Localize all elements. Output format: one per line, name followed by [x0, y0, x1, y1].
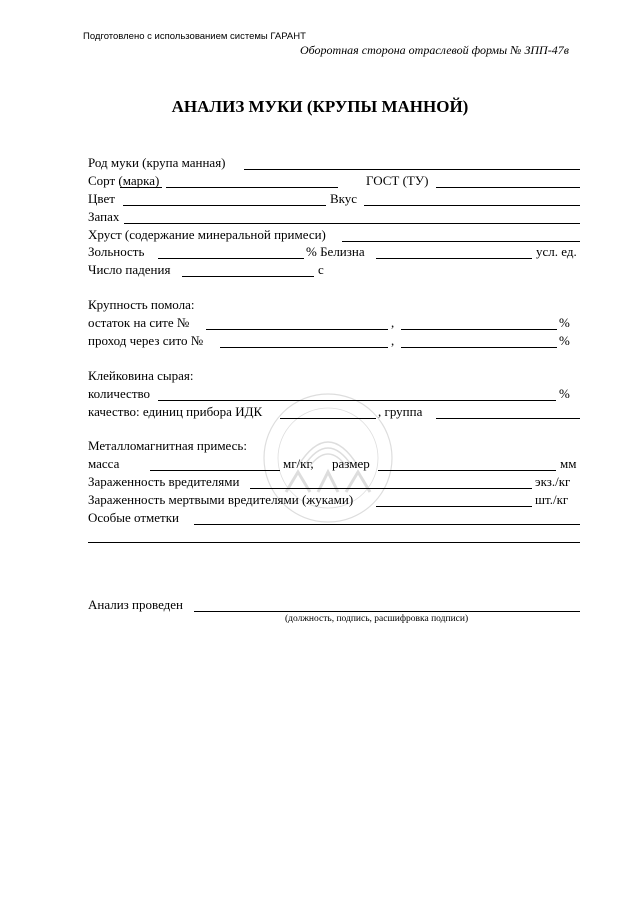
label-size: размер — [332, 456, 370, 471]
field-analysis[interactable] — [194, 611, 580, 612]
label-through: проход через сито № — [88, 333, 204, 348]
field-falling[interactable] — [182, 276, 314, 277]
label-color: Цвет — [88, 191, 115, 206]
field-smell[interactable] — [124, 223, 580, 224]
field-gluten-group[interactable] — [436, 418, 580, 419]
through-comma: , — [391, 333, 395, 348]
label-notes: Особые отметки — [88, 510, 179, 525]
pests-unit: экз./кг — [535, 474, 571, 489]
label-kind: Род муки (крупа манная) — [88, 155, 226, 170]
label-mass: масса — [88, 456, 120, 471]
field-kind[interactable] — [244, 169, 580, 170]
field-grade[interactable] — [166, 187, 338, 188]
dead-pests-unit: шт./кг — [535, 492, 569, 507]
gluten-pct: % — [559, 386, 570, 401]
field-residue-sieve[interactable] — [206, 329, 388, 330]
watermark-logo — [258, 388, 398, 528]
form-reference: Оборотная сторона отраслевой формы № ЗПП-47в — [300, 43, 569, 57]
label-grade: Сорт (марка) — [88, 173, 160, 188]
label-taste: Вкус — [330, 191, 358, 206]
label-smell: Запах — [88, 209, 120, 224]
field-through-sieve[interactable] — [220, 347, 388, 348]
residue-pct: % — [559, 315, 570, 330]
through-pct: % — [559, 333, 570, 348]
label-ash: Зольность — [88, 244, 145, 259]
signature-note: (должность, подпись, расшифровка подписи) — [285, 614, 469, 624]
label-seconds: с — [318, 262, 324, 277]
field-color[interactable] — [123, 205, 326, 206]
field-dead-pests[interactable] — [376, 506, 532, 507]
grind-heading: Крупность помола: — [88, 297, 195, 312]
mass-unit: мг/кг, — [283, 456, 314, 471]
metal-heading: Металломагнитная примесь: — [88, 438, 247, 453]
field-ash[interactable] — [158, 258, 304, 259]
size-unit: мм — [560, 456, 577, 471]
field-gost[interactable] — [436, 187, 580, 188]
field-taste[interactable] — [364, 205, 580, 206]
field-through-pct[interactable] — [401, 347, 557, 348]
residue-comma: , — [391, 315, 395, 330]
prepared-by-text: Подготовлено с использованием системы ГАРАНТ — [83, 31, 306, 42]
field-crunch[interactable] — [342, 241, 580, 242]
label-gost: ГОСТ (ТУ) — [366, 173, 429, 188]
field-whiteness[interactable] — [376, 258, 532, 259]
label-pests: Зараженность вредителями — [88, 474, 240, 489]
label-residue: остаток на сите № — [88, 315, 190, 330]
field-residue-pct[interactable] — [401, 329, 557, 330]
label-dead-pests: Зараженность мертвыми вредителями (жуками) — [88, 492, 354, 507]
grade-underline — [120, 187, 162, 188]
page-title: АНАЛИЗ МУКИ (КРУПЫ МАННОЙ) — [171, 97, 469, 116]
label-gluten-amount: количество — [88, 386, 151, 401]
label-gluten-group: , группа — [378, 404, 423, 419]
label-falling: Число падения — [88, 262, 171, 277]
label-whiteness: % Белизна — [306, 244, 365, 259]
gluten-heading: Клейковина сырая: — [88, 368, 194, 383]
label-analysis: Анализ проведен — [88, 597, 184, 612]
label-gluten-quality: качество: единиц прибора ИДК — [88, 404, 263, 419]
label-crunch: Хруст (содержание минеральной примеси) — [88, 227, 326, 242]
field-notes-extra[interactable] — [88, 542, 580, 543]
field-size[interactable] — [378, 470, 556, 471]
label-units: усл. ед. — [536, 244, 577, 259]
